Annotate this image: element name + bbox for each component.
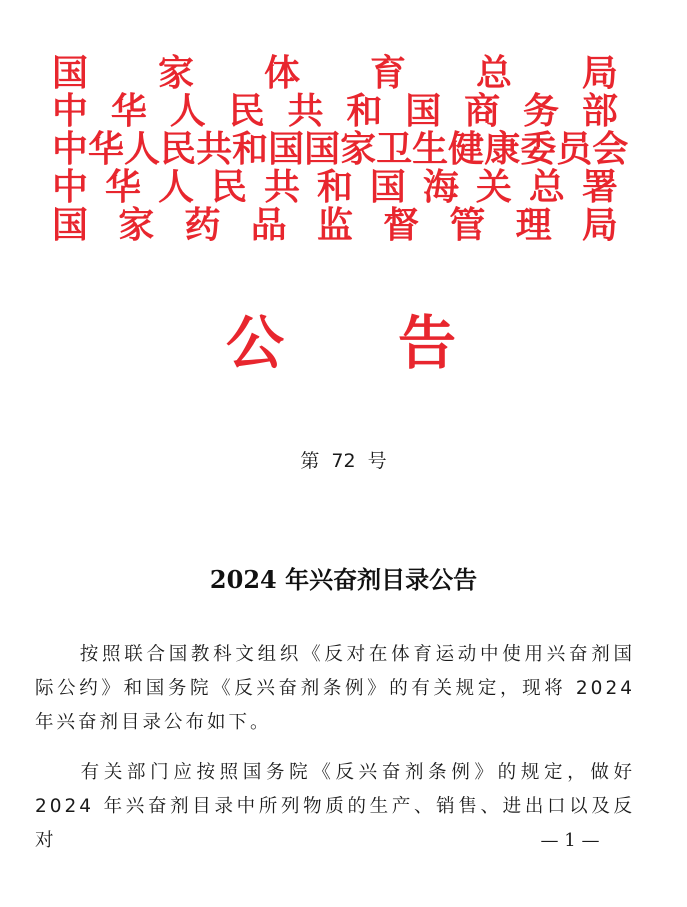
agency-char: 署	[581, 166, 618, 208]
agency-char: 品	[250, 204, 287, 246]
agency-char: 药	[184, 204, 221, 246]
agency-char: 卫	[376, 128, 413, 170]
agency-char: 中	[52, 128, 89, 170]
agency-char: 和	[346, 90, 383, 132]
agency-char: 和	[232, 128, 269, 170]
agency-line-1	[52, 54, 618, 92]
agency-char: 华	[104, 166, 141, 208]
agency-char: 会	[592, 128, 629, 170]
paragraph-2-text: 有关部门应按照国务院《反兴奋剂条例》的规定，做好 2024 年兴奋剂目录中所列物质的生产、销售、进出口以及反对	[35, 762, 635, 851]
agency-char: 体	[263, 52, 300, 94]
agency-char: 国	[369, 166, 406, 208]
agency-char: 人	[124, 128, 161, 170]
doc-number-prefix: 第	[300, 450, 320, 472]
agency-char: 家	[340, 128, 377, 170]
notice-heading	[226, 310, 456, 376]
document-number	[0, 446, 687, 473]
doc-number-suffix: 号	[367, 450, 387, 472]
agency-char: 国	[405, 90, 442, 132]
agency-char: 共	[287, 90, 324, 132]
issuing-agencies	[52, 52, 629, 246]
agency-char: 员	[556, 128, 593, 170]
agency-char: 华	[88, 128, 125, 170]
agency-char: 人	[157, 166, 194, 208]
page-number: — 1 —	[540, 830, 600, 851]
notice-char-1: 公	[226, 309, 285, 377]
agency-char: 国	[52, 204, 89, 246]
agency-char: 理	[515, 204, 552, 246]
agency-char: 局	[581, 204, 618, 246]
agency-char: 中	[52, 166, 89, 208]
agency-char: 总	[475, 52, 512, 94]
agency-char: 海	[422, 166, 459, 208]
agency-char: 育	[369, 52, 406, 94]
agency-char: 总	[528, 166, 565, 208]
agency-line-4	[52, 168, 618, 206]
agency-char: 人	[169, 90, 206, 132]
paragraph-1-text: 按照联合国教科文组织《反对在体育运动中使用兴奋剂国际公约》和国务院《反兴奋剂条例》的有关规定，现将 2024 年兴奋剂目录公布如下。	[35, 644, 635, 733]
agency-char: 中	[52, 90, 89, 132]
agency-char: 监	[316, 204, 353, 246]
agency-char: 共	[196, 128, 233, 170]
agency-char: 家	[118, 204, 155, 246]
agency-char: 管	[449, 204, 486, 246]
document-title: 2024 年兴奋剂目录公告	[209, 565, 478, 594]
paragraph-1	[35, 638, 635, 740]
agency-char: 健	[448, 128, 485, 170]
agency-char: 督	[383, 204, 420, 246]
agency-char: 国	[52, 52, 89, 94]
agency-char: 部	[581, 90, 618, 132]
notice-char-2: 告	[397, 309, 456, 377]
agency-char: 和	[316, 166, 353, 208]
agency-char: 生	[412, 128, 449, 170]
agency-char: 局	[581, 52, 618, 94]
agency-line-3	[52, 128, 629, 170]
agency-char: 国	[304, 128, 341, 170]
agency-char: 民	[210, 166, 247, 208]
agency-line-5	[52, 206, 618, 244]
doc-number-value: 72	[331, 450, 356, 472]
agency-char: 商	[464, 90, 501, 132]
agency-char: 务	[523, 90, 560, 132]
agency-char: 国	[268, 128, 305, 170]
agency-line-2	[52, 92, 618, 130]
agency-char: 关	[475, 166, 512, 208]
agency-char: 华	[110, 90, 147, 132]
agency-char: 康	[484, 128, 521, 170]
agency-char: 共	[263, 166, 300, 208]
agency-char: 民	[228, 90, 265, 132]
agency-char: 民	[160, 128, 197, 170]
agency-char: 委	[520, 128, 557, 170]
agency-char: 家	[157, 52, 194, 94]
